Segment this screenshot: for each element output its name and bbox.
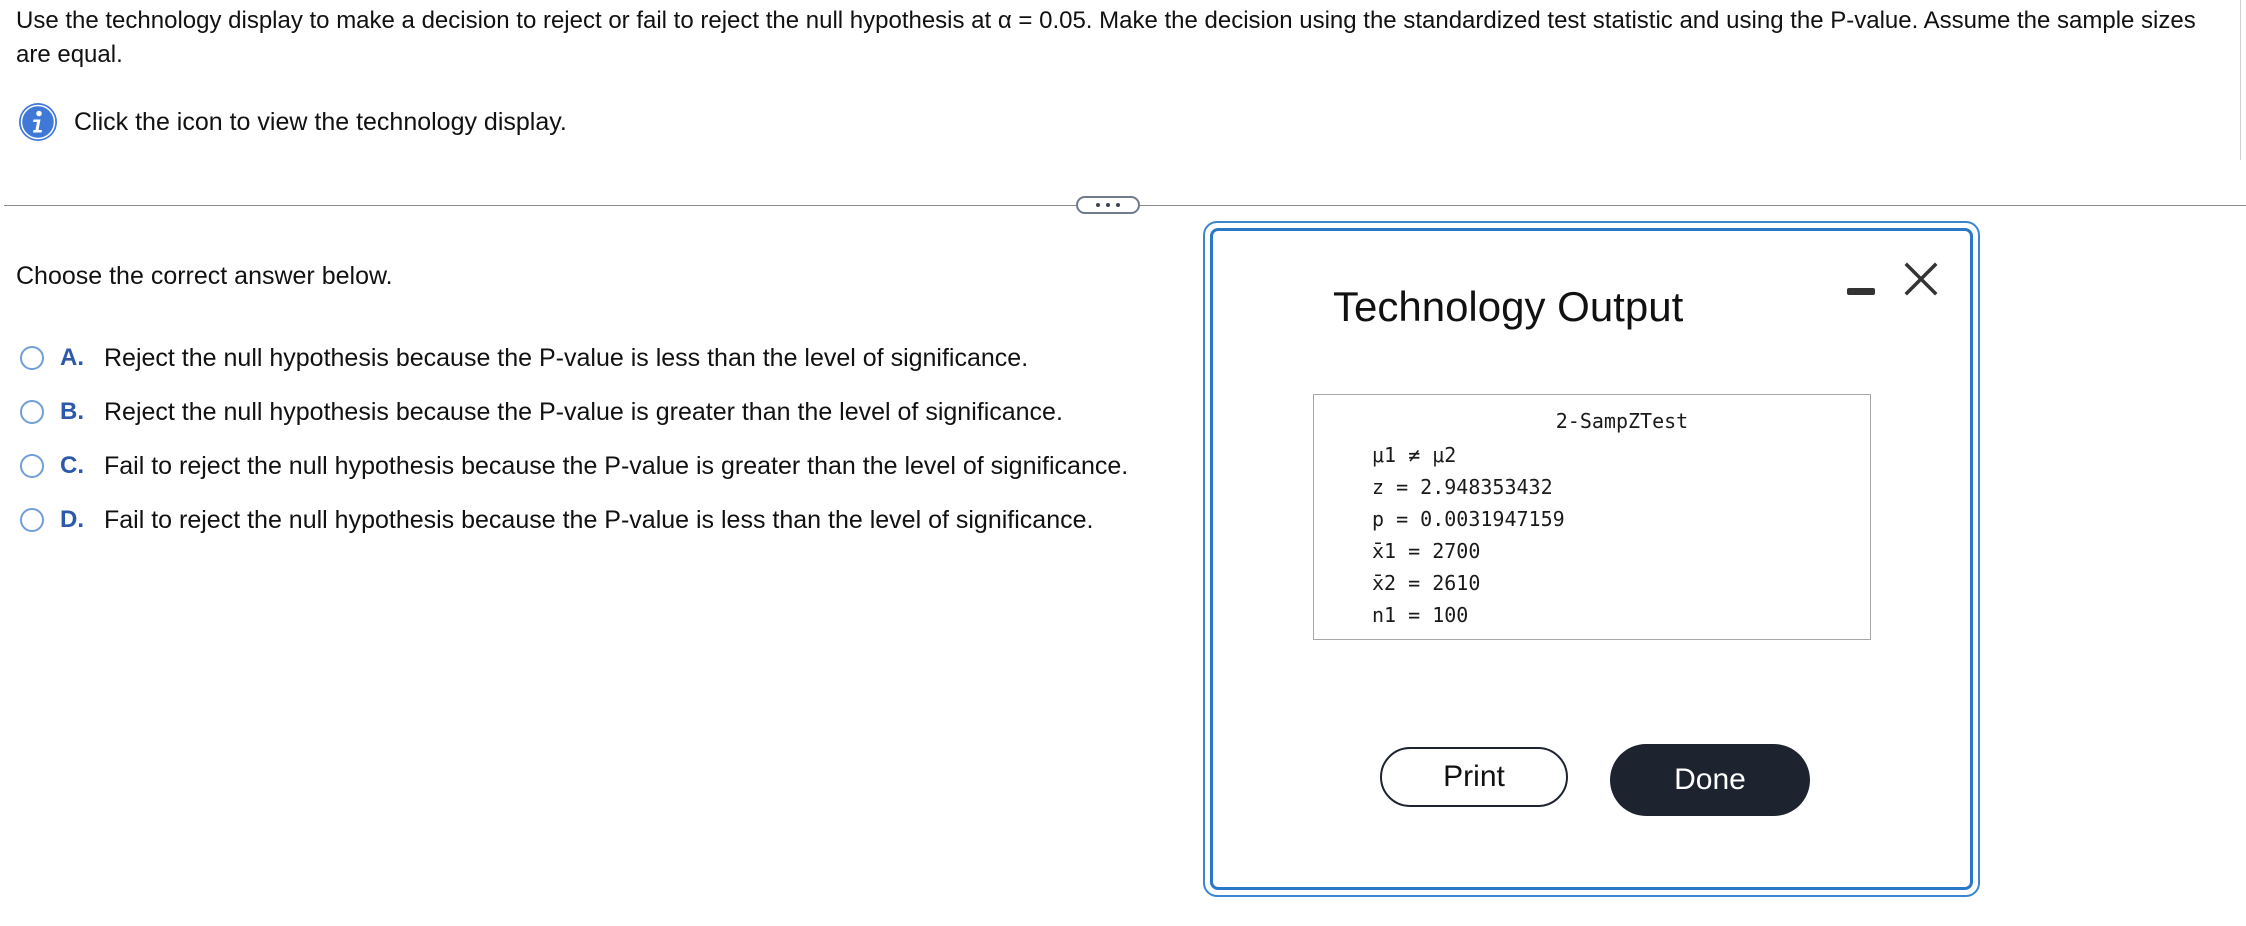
option-text: Reject the null hypothesis because the P-value is less than the level of significance.	[104, 343, 1029, 372]
option-text: Fail to reject the null hypothesis because the P-value is greater than the level of significance.	[104, 451, 1129, 480]
technology-output-dialog	[1203, 221, 1980, 897]
print-button[interactable]: Print	[1380, 747, 1568, 807]
question-text: Use the technology display to make a decision to reject or fail to reject the null hypothesis at α = 0.05. Make the decision using the standardized test statistic and using the P-value. Assume the sample sizes are equal.	[16, 7, 2196, 68]
option-letter: C.	[60, 452, 84, 479]
answer-prompt: Choose the correct answer below.	[16, 262, 393, 290]
option-d[interactable]	[20, 500, 1128, 540]
option-letter: B.	[60, 398, 84, 425]
close-icon[interactable]	[1901, 259, 1941, 299]
radio-button[interactable]	[20, 346, 44, 370]
minimize-icon	[1847, 288, 1875, 295]
output-line: n1 = 100	[1372, 603, 1469, 627]
dialog-title: Technology Output	[1333, 283, 1684, 330]
done-button[interactable]: Done	[1610, 744, 1810, 816]
info-text: Click the icon to view the technology display.	[74, 107, 567, 136]
info-icon[interactable]	[18, 102, 58, 142]
option-c[interactable]	[20, 446, 1128, 486]
radio-button[interactable]	[20, 454, 44, 478]
option-b[interactable]	[20, 392, 1128, 432]
output-line: μ1 ≠ μ2	[1372, 443, 1457, 467]
output-line: z = 2.948353432	[1372, 475, 1553, 499]
output-lines	[1372, 439, 1565, 631]
answer-options	[20, 338, 1128, 554]
option-letter: D.	[60, 506, 84, 533]
divider-drag-handle[interactable]	[1076, 196, 1140, 214]
output-heading: 2-SampZTest	[1555, 409, 1689, 433]
handle-dot	[1106, 203, 1110, 207]
panel-edge	[2240, 0, 2241, 160]
option-letter: A.	[60, 344, 84, 371]
output-line: x̄2 = 2610	[1372, 571, 1481, 595]
output-line: x̄1 = 2700	[1372, 539, 1481, 563]
option-a[interactable]	[20, 338, 1128, 378]
radio-button[interactable]	[20, 400, 44, 424]
output-line: p = 0.0031947159	[1372, 507, 1565, 531]
handle-dot	[1096, 203, 1100, 207]
option-text: Fail to reject the null hypothesis because the P-value is less than the level of significance.	[104, 505, 1094, 534]
option-text: Reject the null hypothesis because the P-value is greater than the level of significance.	[104, 397, 1063, 426]
radio-button[interactable]	[20, 508, 44, 532]
minimize-button[interactable]	[1841, 271, 1881, 311]
handle-dot	[1116, 203, 1120, 207]
info-row	[18, 102, 567, 142]
technology-output-box	[1313, 394, 1871, 640]
